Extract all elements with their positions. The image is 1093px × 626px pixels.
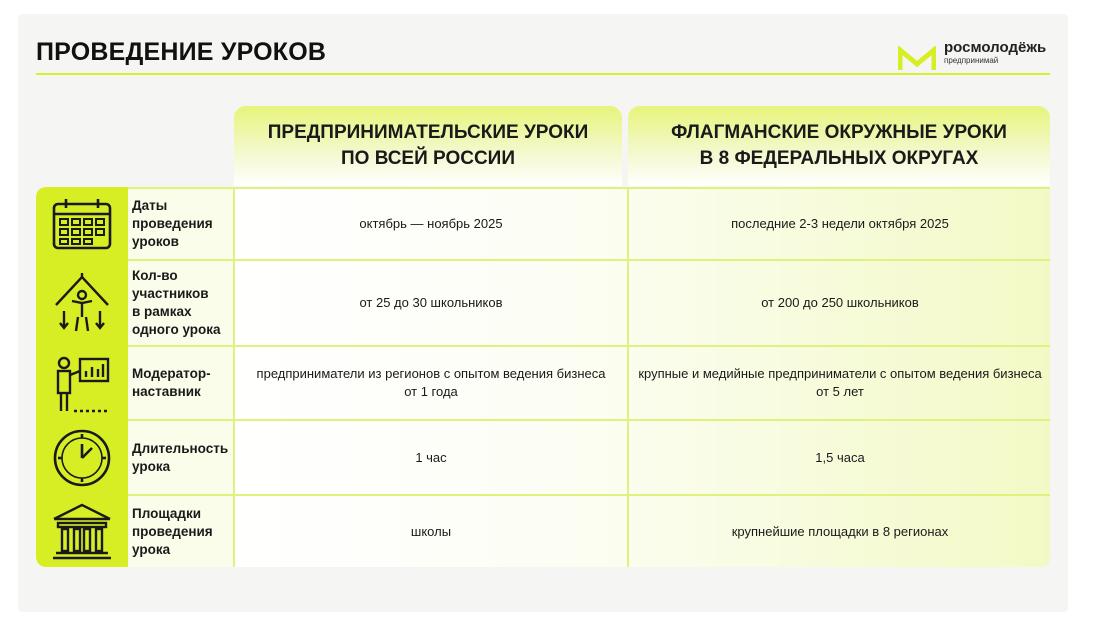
logo-subtitle: предпринимай	[944, 56, 999, 65]
table-row	[36, 421, 1050, 494]
presenter-icon	[44, 347, 120, 419]
column-header-2	[628, 106, 1050, 186]
cell-moderator-2: крупные и медийные предприниматели с опытом ведения бизнеса от 5 лет	[638, 366, 1042, 399]
row-label-venues: Площадки проведения урока	[132, 505, 213, 557]
calendar-icon	[44, 189, 120, 259]
cell-duration-2: 1,5 часа	[815, 449, 865, 465]
cell-duration-1: 1 час	[415, 449, 447, 465]
logo	[898, 40, 1046, 72]
row-label-dates: Даты проведения уроков	[132, 198, 213, 249]
table-row	[36, 496, 1050, 567]
participants-growth-icon	[44, 261, 120, 345]
clock-icon	[44, 421, 120, 494]
row-label-duration: Длительность урока	[132, 440, 229, 474]
column-header-1-text: ПРЕДПРИНИМАТЕЛЬСКИЕ УРОКИ ПО ВСЕЙ РОССИИ	[267, 122, 589, 169]
row-label-moderator: Модератор- наставник	[132, 366, 211, 399]
cell-dates-1: октябрь — ноябрь 2025	[359, 216, 503, 231]
cell-participants-1: от 25 до 30 школьников	[359, 295, 503, 310]
cell-participants-2: от 200 до 250 школьников	[761, 295, 919, 310]
table-row	[36, 261, 1050, 345]
building-icon	[44, 496, 120, 567]
cell-venues-2: крупнейшие площадки в 8 регионах	[731, 523, 949, 539]
logo-m-icon	[898, 46, 936, 72]
column-header-1	[234, 106, 622, 186]
table-row	[36, 189, 1050, 259]
row-label-participants: Кол-во участников в рамках одного урока	[132, 268, 221, 337]
cell-dates-2: последние 2-3 недели октября 2025	[731, 216, 949, 231]
title-underline	[36, 73, 1050, 75]
column-header-2-text: ФЛАГМАНСКИЕ ОКРУЖНЫЕ УРОКИ В 8 ФЕДЕРАЛЬНЫХ ОКРУГАХ	[671, 122, 1007, 169]
page-title: ПРОВЕДЕНИЕ УРОКОВ	[36, 38, 327, 66]
cell-moderator-1: предприниматели из регионов с опытом ведения бизнеса от 1 года	[256, 366, 606, 399]
table-row	[36, 347, 1050, 419]
logo-name: росмолодёжь	[944, 39, 1047, 56]
cell-venues-1: школы	[410, 523, 452, 539]
